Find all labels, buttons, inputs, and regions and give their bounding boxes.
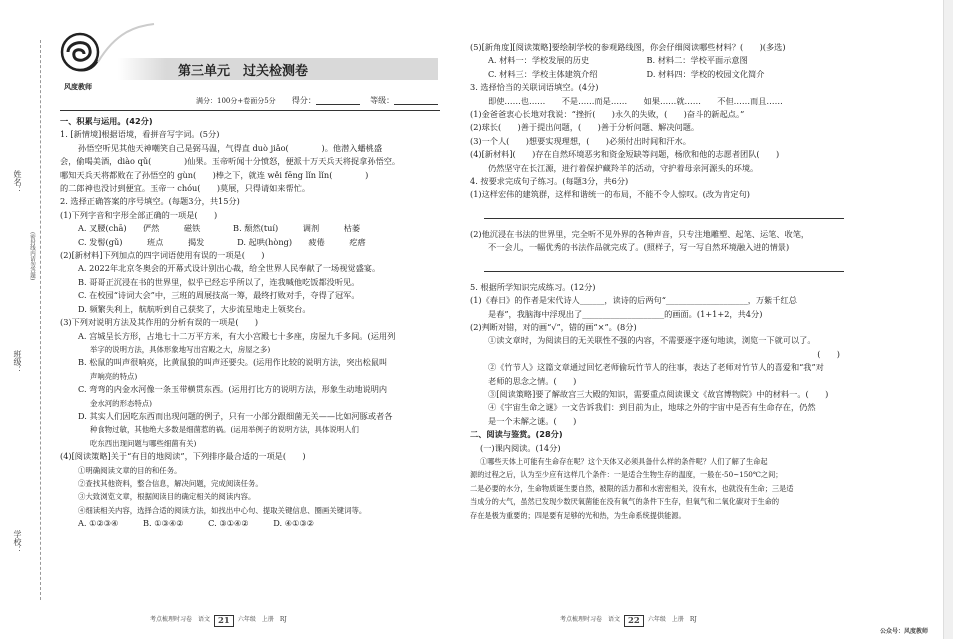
option-line: C. 弯弯的内金水河像一条玉带横贯东西。(运用打比方的说明方法，形象生动地说明内 [78,384,388,395]
left-column [60,115,445,531]
logo-text: 风度教师 [64,83,92,91]
question-line: (4)[新材料]( )存在自然环境恶劣和资金短缺等问题，杨欣和他的志愿者团队( ) [470,149,780,160]
answer-line[interactable] [484,255,844,272]
question-line: 是春”，我脑海中浮现出了____________________的画面。(1+1+2，共4分) [488,308,763,319]
question-line: 会，偷喝美酒，diào qǔ( )仙果。玉帝听闻十分愤怒，便派十万天兵天将捉拿孙悟空。 [60,156,401,167]
option-line: 举字的说明方法，具体形象地写出宫殿之大，房屋之多) [90,344,271,354]
question-line: ④《宇宙生命之谜》一文告诉我们：到目前为止，地球之外的宇宙中是否有生命存在，仍然 [488,402,816,413]
page-edge [943,0,953,639]
question-line: 2. 选择正确答案的序号填空。(每题3分，共15分) [60,196,240,207]
name-label: 姓名： [13,170,22,194]
option-line: C. 材料三：学校主体建筑介绍 D. 材料四：学校的校园文化简介 [488,68,765,79]
option-line: 即使……也…… 不是……而是…… 如果……就…… 不但……而且…… [488,95,783,106]
binding-line [40,40,41,600]
option-line: C. 发髻(gǔ) 班点 揭发 D. 起哄(hòng) 疲倦 疙瘩 [78,236,366,247]
question-line: 3. 选择恰当的关联词语填空。(4分) [470,82,599,93]
option-line: C. 在校园“诗词大会”中，三班的周展技高一筹，最终打败对手，夺得了冠军。 [78,290,360,301]
question-line: (1)金爸爸衷心长地对我说：“挫折( )永久的失败，( )奋斗的新起点。” [470,109,745,120]
option-line: A. ①②③④ B. ①③④② C. ③①④② D. ④①③② [78,518,315,529]
question-line: ( ) [817,348,840,359]
header-rule [60,110,440,111]
option-line: ①明确阅读文章的目的和任务。 [78,465,182,475]
question-line: 是一个未解之谜。( ) [488,415,577,426]
option-line: B. 哥哥正沉浸在书的世界里，似乎已经忘乎所以了，连我喊他吃饭都没听见。 [78,276,360,287]
option-line: ②查找其他资料，整合信息，解决问题，完成阅读任务。 [78,478,263,488]
page-number: 22 [624,615,644,627]
section-heading: 二、阅读与鉴赏。(28分) [470,429,563,440]
option-line: 吃东西出现问题与哪些细菌有关) [90,438,197,448]
question-line: ③[阅读策略]要了解故宫三大殿的知识，需要重点阅读课文《故宫博物院》中的材料一。( ) [488,388,829,399]
left-footer: 考点梳理时习卷 语文 21 六年级 上册 RJ [150,616,287,626]
school-label: 学校： [13,530,22,554]
question-line: 4. 按要求完成句子练习。(每题3分，共6分) [470,176,629,187]
option-line: B. 松鼠的叫声很响亮，比黄鼠狼的叫声还要尖。(运用作比较的说明方法，突出松鼠叫 [78,357,388,368]
question-line: 1. [新情境]根据语境，看拼音写字词。(5分) [60,129,220,140]
page-number: 21 [214,615,234,627]
question-line: (1)下列字音和字形全部正确的一项是( ) [60,209,218,220]
passage-line: 当成分的大气，虽然已发现少数厌氧菌能在没有氧气的条件下生存，但氧气和二氧化碳对于生命的 [470,497,780,507]
question-line: (5)[新角度][阅读策略]要绘制学校的参观路线图，你会仔细阅读哪些材料？( )(多选) [470,42,786,52]
question-line: (1)这样宏伟的建筑群，这样和谐统一的布局，不能不令人惊叹。(改为肯定句) [470,189,750,200]
question-line: 的二郎神也没讨到便宜。玉帝一 chóu( )莫展，只得请如来帮忙。 [60,183,311,194]
passage-line: ①哪些天体上可能有生命存在呢？这个天体又必须具备什么样的条件呢？人们了解了生命起 [480,456,768,466]
question-line: 不一会儿，一幅优秀的书法作品就完成了。(照样子，写一写自然环境融入进的情景) [488,242,790,253]
account-label: 公众号：风度教师 [880,628,929,635]
question-line: 哪知天兵天将都败在了孙悟空的 gùn( )棒之下，就连 wěi fēng lǐn lǐn( ) [60,169,369,180]
answer-line-row [470,202,870,228]
question-line: ①读文章时，为阅读目的无关联性不强的内容，不需要逐字逐句地读，浏览一下就可以了。 [488,335,816,346]
passage-line: 存在是极为重要的；四是要有足够的光和热，为生命系统提供能源。 [470,510,686,520]
option-line: A. 宫城呈长方形，占地七十二万平方米，有大小宫殿七十多座，房屋九千多间。(运用列 [78,330,396,341]
question-line: (1)《春日》的作者是宋代诗人______，读诗的后两句“____________________，万紫千红总 [470,295,797,306]
right-footer: 考点梳理时习卷 语文 22 六年级 上册 RJ [560,616,697,626]
passage-line: 二是必要的水分，生命物质诞生要自然，被限的活力都和水密密相关，没有水，也就没有生命；三是适 [470,483,794,493]
question-line: 孙悟空听见其他天神嘲笑自己是弼马温，气得直 duò jiǎo( )。他潜入蟠桃盛 [78,142,383,153]
option-line: 金水河的形态特点) [90,398,153,408]
option-line: ③大致浏览文章，根据阅读目的确定相关的阅读内容。 [78,492,256,502]
question-line: (2)判断对错，对的画“√”，错的画“×”。(8分) [470,321,637,332]
question-line: 老师的思念之情。( ) [488,375,577,386]
option-line: D. 其实人们因吃东西而出现问题的例子，只有一小部分跟细菌无关——比如河豚或者各 [78,410,393,421]
passage-line: 源的过程之后，认为至少应有这样几个条件：一是适合生物生存的温度，一般在-50~150℃之间； [470,470,783,480]
question-line: ②《竹节人》这篇文章通过回忆老师偷玩竹节人的往事，表达了老师对竹节人的喜爱和“我”对 [488,362,824,373]
option-line: ④细读相关内容，选择合适的阅读方法，如找出中心句、提取关键信息、圈画关键词等。 [78,505,367,515]
answer-line[interactable] [484,202,844,219]
answer-line-row [470,255,870,281]
option-line: A. 材料一：学校发展的历史 B. 材料二：学校平面示意图 [488,55,748,66]
option-line: D. 频繁失利上，航航听到自己获奖了，大步流星地走上领奖台。 [78,303,311,314]
question-line: 仍然坚守在长江源，进行着保护藏羚羊的活动，守护着母亲河源头的环境。 [488,162,759,173]
question-line: 5. 根据所学知识完成练习。(12分) [470,281,596,292]
question-line: (2)他沉浸在书法的世界里，完全听不见外界的各种声音，只专注地雕塑、起笔、运笔、收笔， [470,228,810,239]
question-line: (3)一个人( )想要实现理想，( )必须付出时间和汗水。 [470,135,691,146]
section-heading: 一、积累与运用。(42分) [60,116,153,126]
question-line: (2)球长( )善于提出问题，( )善于分析问题、解决问题。 [470,122,700,133]
question-line: (一)课内阅读。(14分) [480,442,561,453]
option-line: 声响亮的特点) [90,371,138,381]
question-line: (3)下列对说明方法及其作用的分析有误的一项是( ) [60,317,259,328]
class-label: 班级： [13,350,22,374]
option-line: A. 2022年北京冬奥会的开幕式设计别出心裁，给全世界人民奉献了一场视觉盛宴。 [78,263,381,274]
option-line: 种食物过敏，其他绝大多数是细菌惹的祸。(运用举例子的说明方法，具体说明人们 [90,425,359,435]
right-column [470,41,870,522]
question-line: (4)[阅读策略]关于“有目的地阅读”，下列排序最合适的一项是( ) [60,451,306,462]
option-line: A. 叉腰(chā) 俨然 磁铁 B. 颓然(tuí) 调剂 枯萎 [78,223,361,234]
notice-label: (密封线内请勿答题) [29,232,35,281]
question-line: (2)[新材料]下列加点的四字词语使用有误的一项是( ) [60,250,265,261]
score-info: 满分：100分+卷面分5分 得分： 等级： [196,95,438,106]
page-title: 第三单元 过关检测卷 [178,64,309,79]
